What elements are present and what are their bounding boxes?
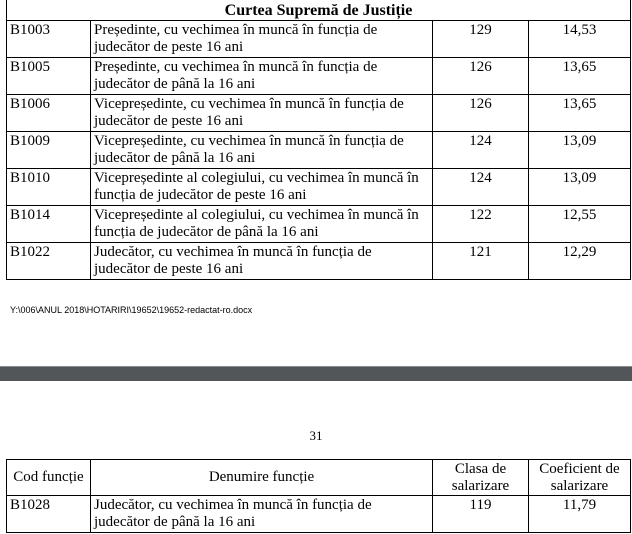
cell-coef: 14,53 <box>529 21 631 58</box>
section-header-row <box>7 0 631 21</box>
cell-code: B1028 <box>7 496 91 533</box>
page-separator <box>0 366 632 381</box>
salary-table-top <box>6 0 631 280</box>
cell-name: Vicepreședinte al colegiului, cu vechimea în muncă în funcția de judecător de peste 16 ani <box>91 169 433 206</box>
cell-class: 124 <box>433 169 529 206</box>
cell-name: Vicepreședinte al colegiului, cu vechimea în muncă în funcția de judecător de până la 16 ani <box>91 206 433 243</box>
document-path-footer: Y:\006\ANUL 2018\HOTARIRI\19652\19652-redactat-ro.docx <box>10 305 253 315</box>
table-row <box>7 243 631 280</box>
cell-coef: 13,65 <box>529 58 631 95</box>
cell-name: Vicepreședinte, cu vechimea în muncă în funcția de judecător de până la 16 ani <box>91 132 433 169</box>
cell-code: B1014 <box>7 206 91 243</box>
table-row <box>7 21 631 58</box>
table-header-row <box>7 460 631 496</box>
cell-class: 129 <box>433 21 529 58</box>
table-row <box>7 169 631 206</box>
cell-class: 126 <box>433 95 529 132</box>
cell-code: B1022 <box>7 243 91 280</box>
cell-class: 122 <box>433 206 529 243</box>
cell-class: 124 <box>433 132 529 169</box>
cell-name: Președinte, cu vechimea în muncă în funcția de judecător de până la 16 ani <box>91 58 433 95</box>
cell-coef: 13,65 <box>529 95 631 132</box>
cell-name: Vicepreședinte, cu vechimea în muncă în funcția de judecător de peste 16 ani <box>91 95 433 132</box>
cell-class: 126 <box>433 58 529 95</box>
cell-code: B1006 <box>7 95 91 132</box>
cell-coef: 12,55 <box>529 206 631 243</box>
cell-code: B1005 <box>7 58 91 95</box>
table-row <box>7 58 631 95</box>
header-class: Clasa de salarizare <box>433 460 529 496</box>
cell-coef: 13,09 <box>529 169 631 206</box>
header-coef: Coeficient de salarizare <box>529 460 631 496</box>
page-number: 31 <box>309 428 323 443</box>
cell-coef: 11,79 <box>529 496 631 533</box>
cell-code: B1009 <box>7 132 91 169</box>
cell-class: 119 <box>433 496 529 533</box>
cell-name: Președinte, cu vechimea în muncă în funcția de judecător de peste 16 ani <box>91 21 433 58</box>
cell-coef: 13,09 <box>529 132 631 169</box>
cell-code: B1003 <box>7 21 91 58</box>
cell-class: 121 <box>433 243 529 280</box>
salary-table-bottom <box>6 459 631 533</box>
cell-name: Judecător, cu vechimea în muncă în funcția de judecător de peste 16 ani <box>91 243 433 280</box>
table-row <box>7 496 631 533</box>
table-row <box>7 206 631 243</box>
header-code: Cod funcție <box>7 460 91 496</box>
cell-coef: 12,29 <box>529 243 631 280</box>
section-title: Curtea Supremă de Justiție <box>7 0 631 21</box>
header-name: Denumire funcție <box>91 460 433 496</box>
cell-code: B1010 <box>7 169 91 206</box>
table-row <box>7 95 631 132</box>
cell-name: Judecător, cu vechimea în muncă în funcția de judecător de până la 16 ani <box>91 496 433 533</box>
table-row <box>7 132 631 169</box>
